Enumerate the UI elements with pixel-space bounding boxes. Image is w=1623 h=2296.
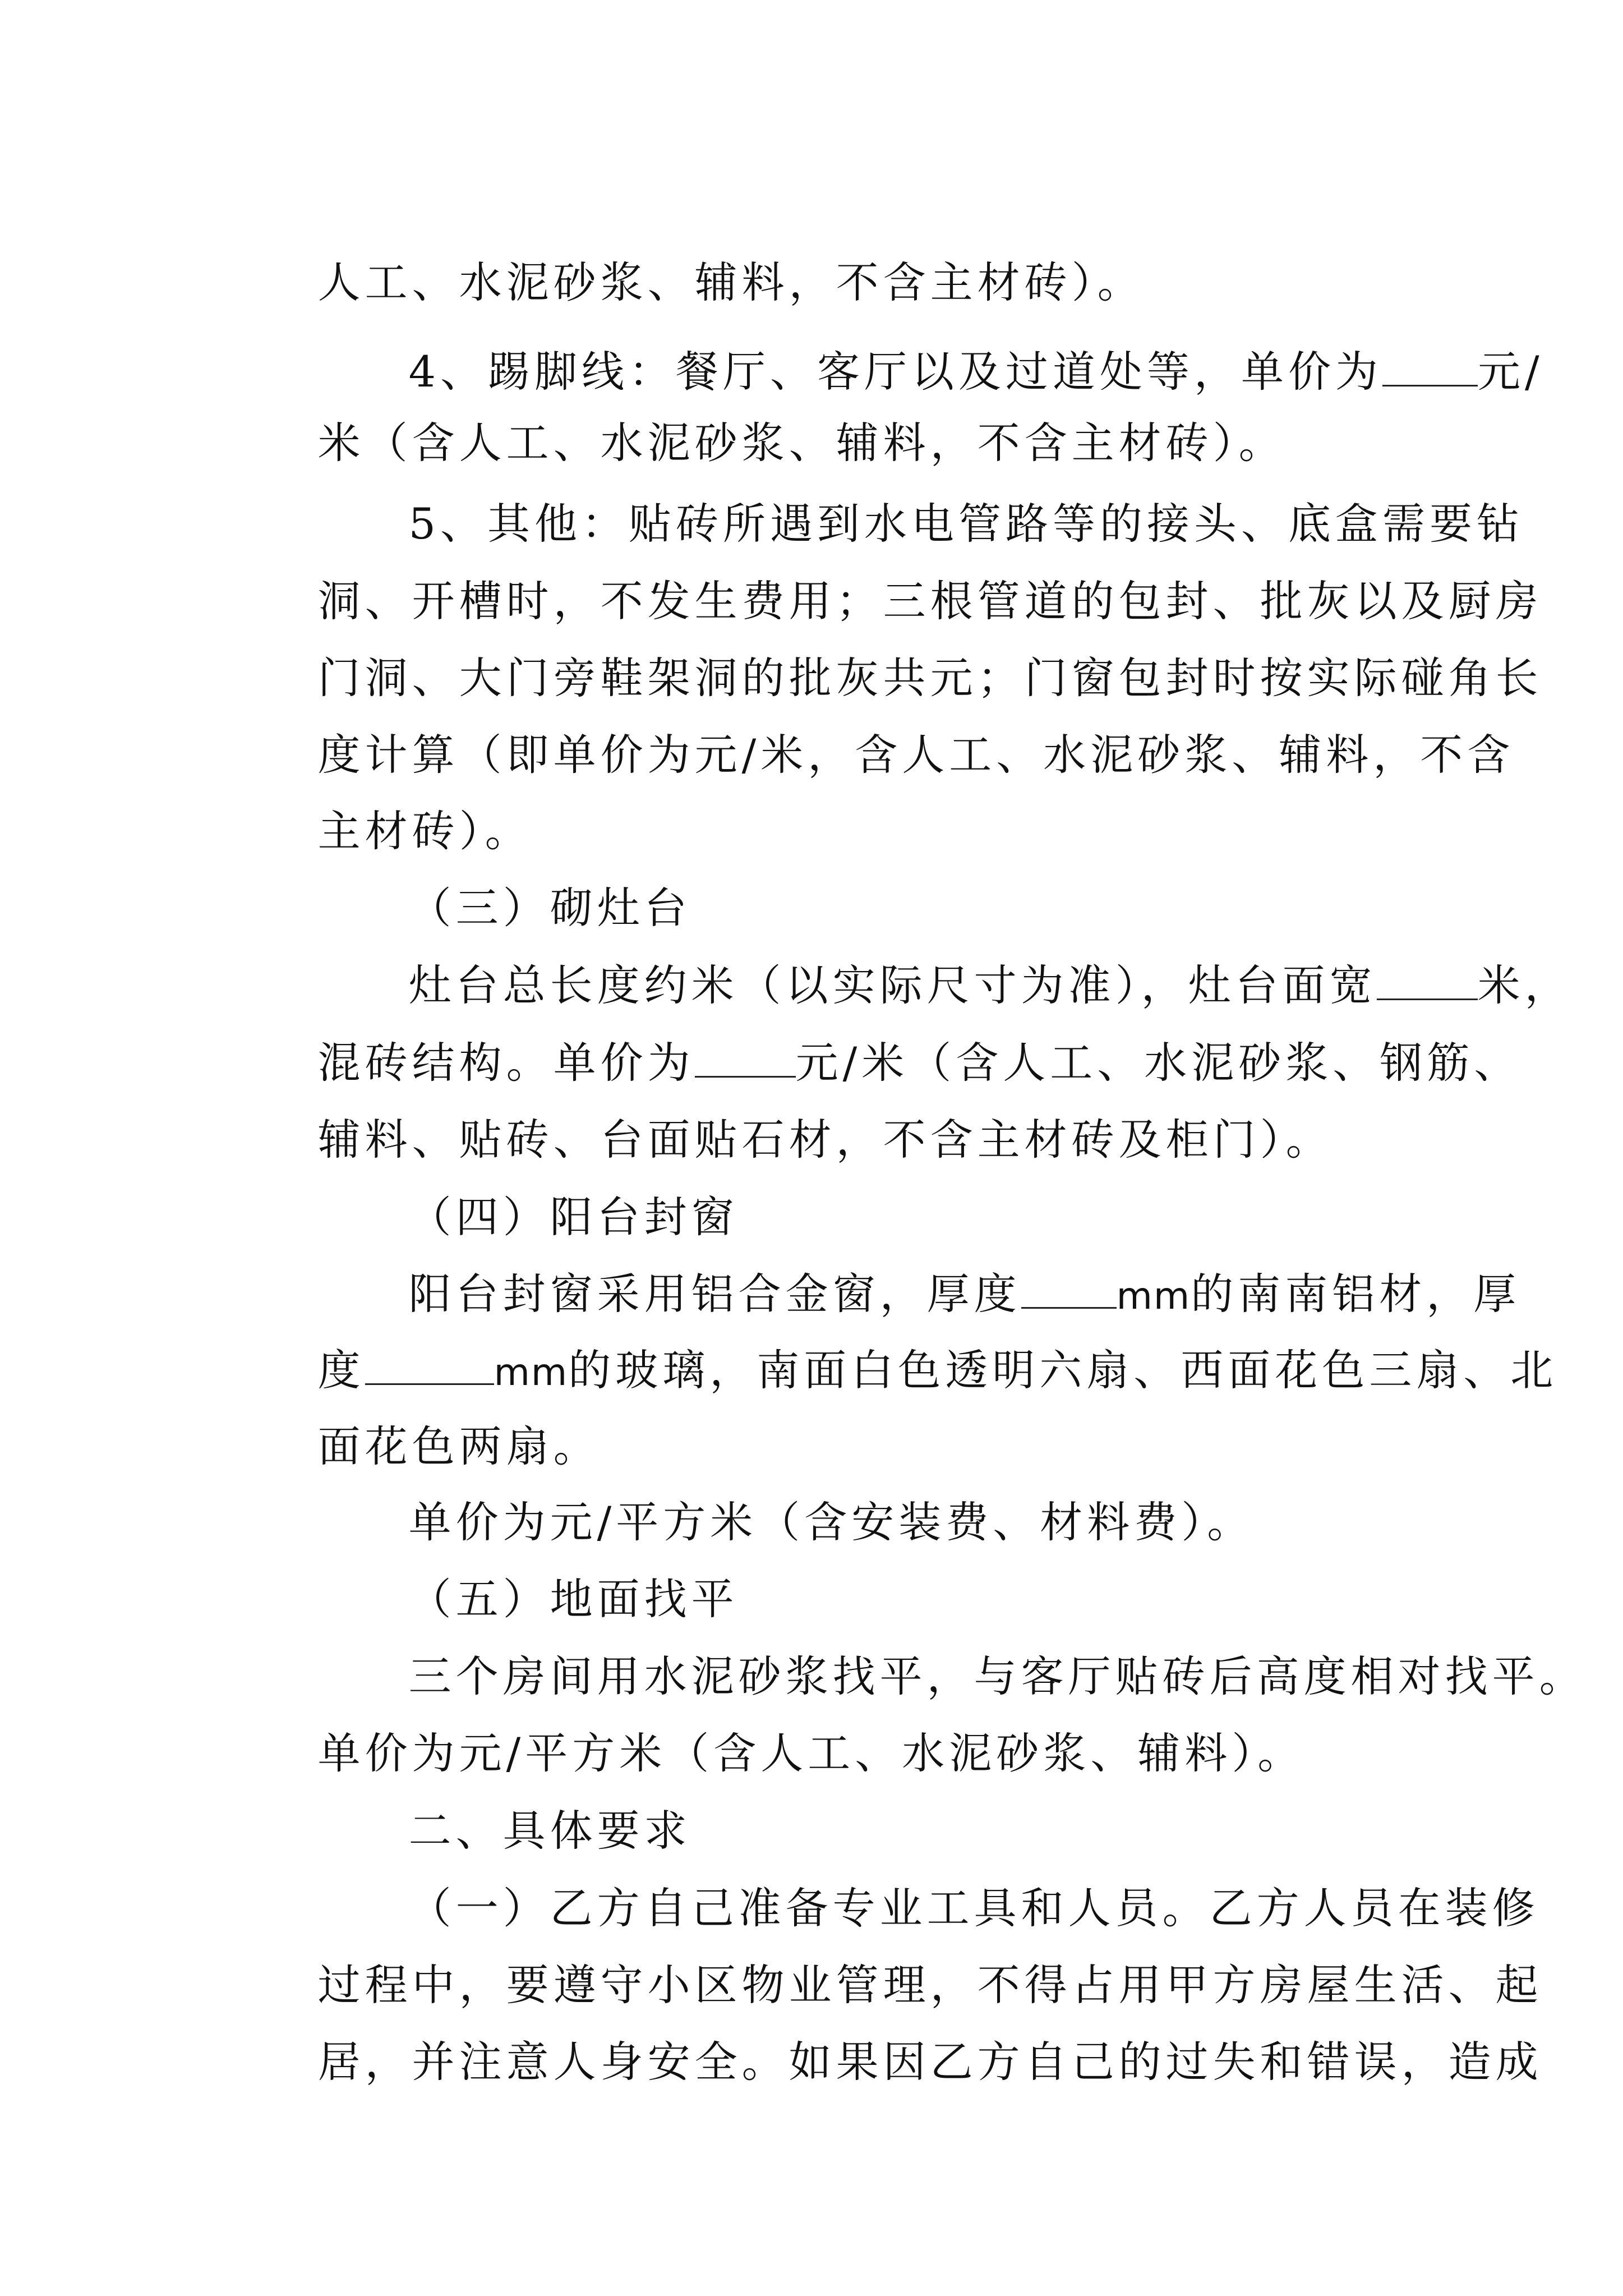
text-span: 的南南铝材，厚 [1191, 1269, 1521, 1319]
text-span: 度 [317, 1345, 365, 1395]
text-span: 米（含人工、水泥砂浆、辅料，不含主材砖）。 [317, 418, 1286, 468]
text-span: 阳台封窗采用铝合金窗，厚度 [408, 1269, 1021, 1319]
text-span: 的玻璃，南面白色透明六扇、西面花色三扇、北 [568, 1345, 1558, 1395]
text-span: 面花色两扇。 [317, 1421, 601, 1471]
text-line [246, 1998, 1543, 2126]
text-span: （一）乙方自己准备专业工具和人员。乙方人员在装修 [408, 1883, 1539, 1933]
fill-in-blank [1382, 350, 1478, 386]
text-span: 主材砖）。 [317, 806, 532, 856]
text-span: 辅料、贴砖、台面贴石材，不含主材砖及柜门）。 [317, 1115, 1333, 1165]
text-span: 门洞、大门旁鞋架洞的批灰共元；门窗包封时按实际碰角长 [317, 653, 1543, 703]
fill-in-blank [365, 1349, 494, 1385]
text-span: 元/ [1478, 347, 1544, 397]
text-span: 米， [1477, 960, 1572, 1010]
text-span: 三个房间用水泥砂浆找平，与客厅贴砖后高度相对找平。 [408, 1651, 1587, 1701]
text-span: 人工、水泥砂浆、辅料，不含主材砖）。 [317, 257, 1145, 307]
heading-text: 二、具体要求 [408, 1806, 691, 1856]
text-span: 混砖结构。单价为 [317, 1038, 695, 1088]
text-span: 过程中，要遵守小区物业管理，不得占用甲方房屋生活、起 [317, 1960, 1543, 2010]
heading-text: （三）砌灶台 [408, 883, 691, 933]
text-span: 居，并注意人身安全。如果因乙方自己的过失和错误，造成 [317, 2037, 1543, 2087]
fill-in-blank [1021, 1272, 1117, 1309]
text-span: 5、其他：贴砖所遇到水电管路等的接头、底盒需要钻 [408, 499, 1524, 549]
text-span: 4、踢脚线：餐厅、客厅以及过道处等，单价为 [408, 347, 1382, 397]
text-span: 元/米（含人工、水泥砂浆、钢筋、 [795, 1038, 1521, 1088]
text-span: 灶台总长度约米（以实际尺寸为准），灶台面宽 [408, 960, 1377, 1010]
fill-in-blank [695, 1041, 796, 1078]
text-span: 单价为元/平方米（含人工、水泥砂浆、辅料）。 [317, 1728, 1305, 1778]
text-span: 洞、开槽时，不发生费用；三根管道的包封、批灰以及厨房 [317, 576, 1543, 626]
text-span: 度计算（即单价为元/米，含人工、水泥砂浆、辅料，不含 [317, 730, 1515, 780]
heading-text: （五）地面找平 [408, 1574, 739, 1624]
heading-text: （四）阳台封窗 [408, 1192, 739, 1242]
unit-text: mm [494, 1351, 569, 1394]
unit-text: mm [1116, 1274, 1191, 1318]
text-span: 单价为元/平方米（含安装费、材料费）。 [408, 1497, 1255, 1547]
fill-in-blank [1377, 964, 1478, 1000]
